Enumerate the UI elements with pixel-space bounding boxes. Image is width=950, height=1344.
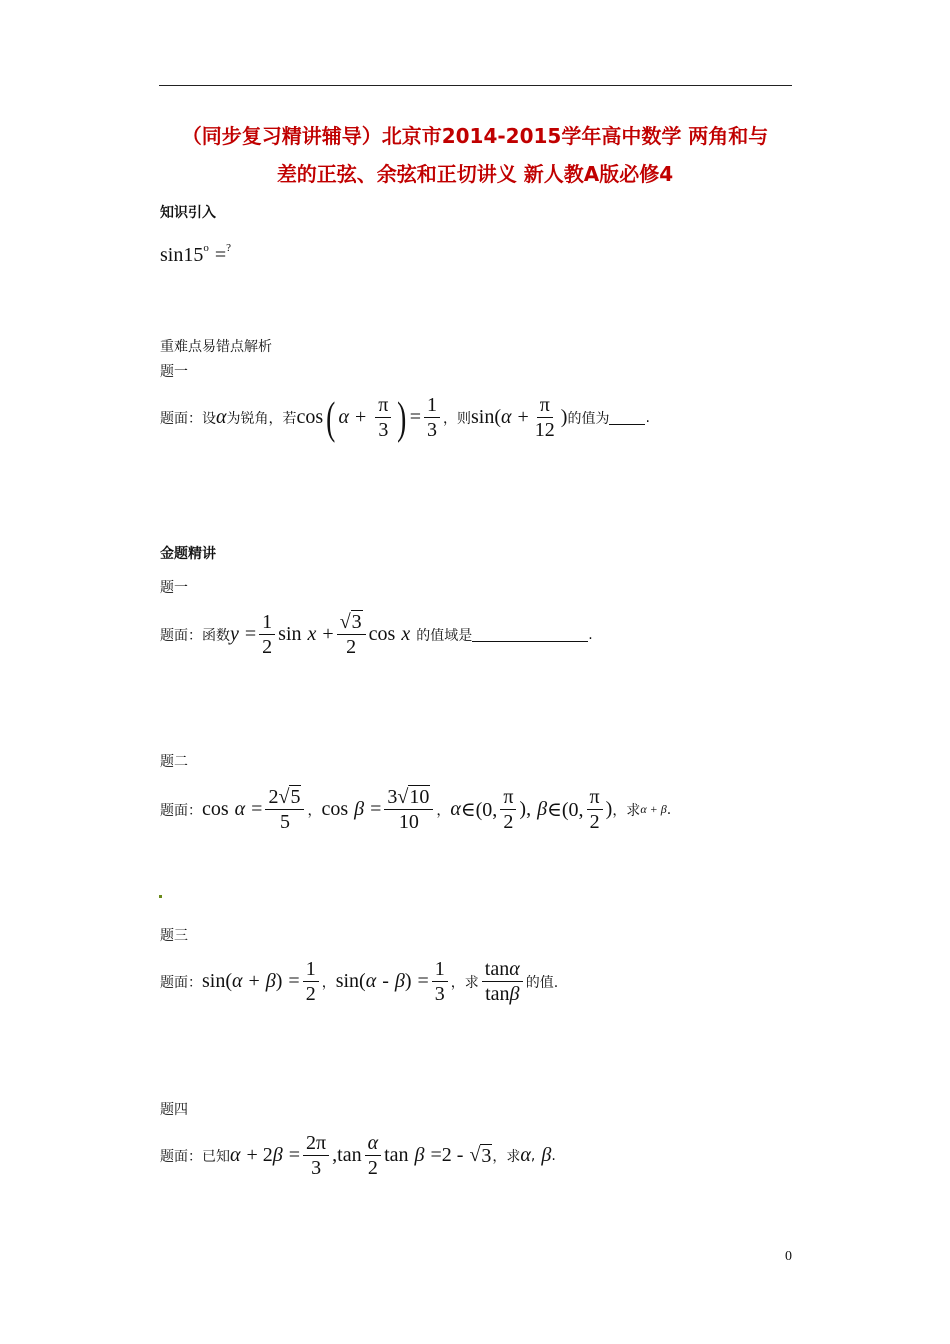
d1-right-paren: ) xyxy=(397,391,407,443)
stem-prefix: 题面： xyxy=(160,410,202,427)
header-rule xyxy=(159,85,792,86)
intro-question: ? xyxy=(226,241,232,254)
g4-alpha-over-2 xyxy=(365,1131,382,1180)
g2-ask: ，求 xyxy=(612,802,641,819)
section-gold-heading: 金题精讲 xyxy=(160,546,216,562)
d1-alpha: α xyxy=(216,406,227,428)
g1-y: y xyxy=(230,623,239,645)
g3-eq: = xyxy=(288,970,300,992)
d1-text-1: 设 xyxy=(202,410,216,427)
g4-twopi: 2π xyxy=(303,1131,329,1156)
radical-icon: √ xyxy=(469,1144,481,1166)
g2-2sqrt5-over-5 xyxy=(265,785,304,834)
stray-dot xyxy=(159,895,162,898)
g3-close-2: ) xyxy=(404,970,412,992)
g2-alpha: α xyxy=(234,798,246,820)
g4-sqrt3: 3 xyxy=(481,1145,492,1167)
d1-text-4: 的值为 xyxy=(567,410,610,427)
g4-tan-2: tan xyxy=(384,1144,409,1166)
g3-eq-2: = xyxy=(417,970,429,992)
gold-q3-label: 题三 xyxy=(160,928,188,944)
d1-alpha-3: α xyxy=(501,406,512,428)
g4-tan: tan xyxy=(337,1144,362,1166)
g1-x-2: x xyxy=(401,623,411,645)
g3-comma: ， xyxy=(321,974,336,991)
g1-three: 3 xyxy=(351,611,362,633)
g2-alpha-2: α xyxy=(450,798,461,820)
g3-tan: tan xyxy=(484,958,510,980)
g3-sin-2: sin( xyxy=(335,970,366,992)
g2-five: 5 xyxy=(290,786,301,808)
d1-pi-over-12 xyxy=(532,393,558,442)
g3-end: 的值. xyxy=(525,974,559,991)
d1-text-2: 为锐角，若 xyxy=(226,410,297,427)
stem-prefix: 题面： xyxy=(160,627,202,644)
d1-one-third xyxy=(424,393,440,442)
g3-three: 3 xyxy=(434,983,445,1005)
difficult-q1-label: 题一 xyxy=(160,364,188,380)
g3-minus: - xyxy=(382,970,389,992)
g4-comma: , xyxy=(332,1144,338,1166)
g2-two: 2 xyxy=(268,786,279,808)
title-line-1: （同步复习精讲辅导）北京市2014-2015学年高中数学 两角和与 xyxy=(181,124,769,148)
g3-one: 1 xyxy=(303,957,319,982)
g1-sin: sin xyxy=(278,623,302,645)
d1-period: . xyxy=(645,409,650,426)
g2-close-2: ) xyxy=(605,798,613,820)
g2-pi-over-2-b xyxy=(587,785,603,834)
gold-q3-stem xyxy=(160,957,558,1006)
gold-q2-label: 题二 xyxy=(160,754,188,770)
g2-ask-expr: α + β xyxy=(640,802,667,816)
g2-beta-2: β xyxy=(537,798,548,820)
d1-one: 1 xyxy=(424,393,440,418)
g4-three: 3 xyxy=(311,1157,322,1179)
d1-pi-2: π xyxy=(537,393,553,418)
d1-plus: + xyxy=(355,406,367,428)
g1-x: x xyxy=(307,623,317,645)
d1-three: 3 xyxy=(378,419,389,441)
g4-alpha-3: α xyxy=(520,1144,531,1166)
intro-degree: o xyxy=(203,241,209,254)
d1-plus-2: + xyxy=(517,406,529,428)
g4-text-1: 已知 xyxy=(202,1148,230,1165)
g1-text-2: 的值域是 xyxy=(416,627,473,644)
g1-plus: + xyxy=(322,623,334,645)
g2-pi-over-2 xyxy=(500,785,516,834)
g4-two: 2 xyxy=(367,1157,378,1179)
d1-sin: sin( xyxy=(471,406,501,428)
page-number: 0 xyxy=(785,1249,792,1264)
g2-eq: = xyxy=(251,798,263,820)
g3-beta-3: β xyxy=(509,983,520,1005)
d1-answer-blank xyxy=(609,410,645,425)
d1-alpha-2: α xyxy=(338,406,349,428)
gold-q1-stem xyxy=(160,610,593,659)
g2-close: ), xyxy=(519,798,532,820)
d1-text-3: ，则 xyxy=(443,410,471,427)
d1-left-paren: ( xyxy=(326,391,336,443)
g4-beta-3: β xyxy=(541,1144,552,1166)
g4-ask: ，求 xyxy=(492,1148,521,1165)
stem-prefix: 题面： xyxy=(160,1148,202,1165)
d1-three-2: 3 xyxy=(427,419,437,441)
g1-answer-blank xyxy=(472,627,588,642)
g1-two: 2 xyxy=(262,636,273,658)
gold-q4-label: 题四 xyxy=(160,1102,188,1118)
radical-icon: √ xyxy=(278,786,290,808)
g2-two-2: 2 xyxy=(503,811,514,833)
g2-three: 3 xyxy=(387,786,398,808)
g2-in: ∈(0, xyxy=(460,799,498,821)
g2-comma-2: ， xyxy=(436,802,451,819)
g2-pi: π xyxy=(500,785,516,810)
d1-pi: π xyxy=(375,393,391,418)
g2-five-2: 5 xyxy=(279,811,290,833)
g4-eq: = xyxy=(288,1144,301,1166)
g4-alpha: α xyxy=(230,1144,241,1166)
g2-period: . xyxy=(666,801,672,818)
g2-beta: β xyxy=(354,798,365,820)
stem-prefix: 题面： xyxy=(160,802,202,819)
stem-prefix: 题面： xyxy=(160,974,202,991)
g2-3sqrt10-over-10 xyxy=(384,785,433,834)
g3-close: ) xyxy=(275,970,283,992)
g2-ten-2: 10 xyxy=(398,811,419,833)
d1-close: ) xyxy=(560,406,568,428)
gold-q1-label: 题一 xyxy=(160,580,188,596)
intro-formula xyxy=(160,241,232,267)
g1-text-1: 函数 xyxy=(202,627,230,644)
g3-half xyxy=(303,957,319,1006)
g3-one-2: 1 xyxy=(432,957,448,982)
g4-tail: . xyxy=(551,1147,556,1164)
g1-half xyxy=(259,610,275,659)
gold-q2-stem xyxy=(160,785,671,834)
g4-sep: , xyxy=(530,1147,536,1164)
g2-eq-2: = xyxy=(370,798,382,820)
radical-icon: √ xyxy=(339,611,351,633)
g4-rhs: =2 - xyxy=(430,1144,464,1166)
d1-cos: cos xyxy=(296,406,324,428)
d1-eq: = xyxy=(409,406,421,428)
g2-cos-2: cos xyxy=(321,798,349,820)
g3-beta: β xyxy=(265,970,276,992)
g4-beta-2: β xyxy=(414,1144,425,1166)
g2-ten: 10 xyxy=(409,786,430,808)
g2-pi-2: π xyxy=(587,785,603,810)
g1-two-2: 2 xyxy=(346,636,357,658)
g1-one: 1 xyxy=(259,610,275,635)
title-line-2: 差的正弦、余弦和正切讲义 新人教A版必修4 xyxy=(276,162,674,186)
g2-cos: cos xyxy=(202,798,229,820)
g3-alpha-3: α xyxy=(509,958,520,980)
g3-beta-2: β xyxy=(394,970,405,992)
section-difficult-heading: 重难点易错点解析 xyxy=(160,339,272,355)
g2-two-3: 2 xyxy=(589,811,600,833)
g4-plus-2: + 2 xyxy=(246,1144,273,1166)
g3-ask: ，求 xyxy=(450,974,479,991)
g3-sin: sin( xyxy=(202,970,232,992)
gold-q4-stem xyxy=(160,1131,556,1180)
g3-tan-2: tan xyxy=(485,983,510,1005)
g2-in-2: ∈(0, xyxy=(547,799,584,821)
g3-two: 2 xyxy=(305,983,316,1005)
d1-twelve: 12 xyxy=(534,419,555,441)
intro-eq: = xyxy=(214,244,227,266)
g4-beta: β xyxy=(272,1144,283,1166)
g3-plus: + xyxy=(248,970,260,992)
section-intro-heading: 知识引入 xyxy=(160,205,216,221)
g3-alpha-2: α xyxy=(365,970,377,992)
g3-tan-ratio xyxy=(482,957,523,1006)
g1-eq: = xyxy=(244,623,257,645)
g4-alpha-2: α xyxy=(365,1131,382,1156)
intro-sin: sin15 xyxy=(160,244,204,266)
difficult-q1-stem xyxy=(160,393,650,442)
g1-cos: cos xyxy=(368,623,396,645)
g3-one-third xyxy=(432,957,448,1006)
radical-icon: √ xyxy=(397,786,409,808)
d1-pi-over-3 xyxy=(375,393,391,442)
g3-alpha: α xyxy=(232,970,243,992)
g4-2pi-over-3 xyxy=(303,1131,329,1180)
g1-period: . xyxy=(588,626,593,643)
g1-sqrt3-over-2 xyxy=(337,610,366,659)
g2-comma: ， xyxy=(307,802,322,819)
